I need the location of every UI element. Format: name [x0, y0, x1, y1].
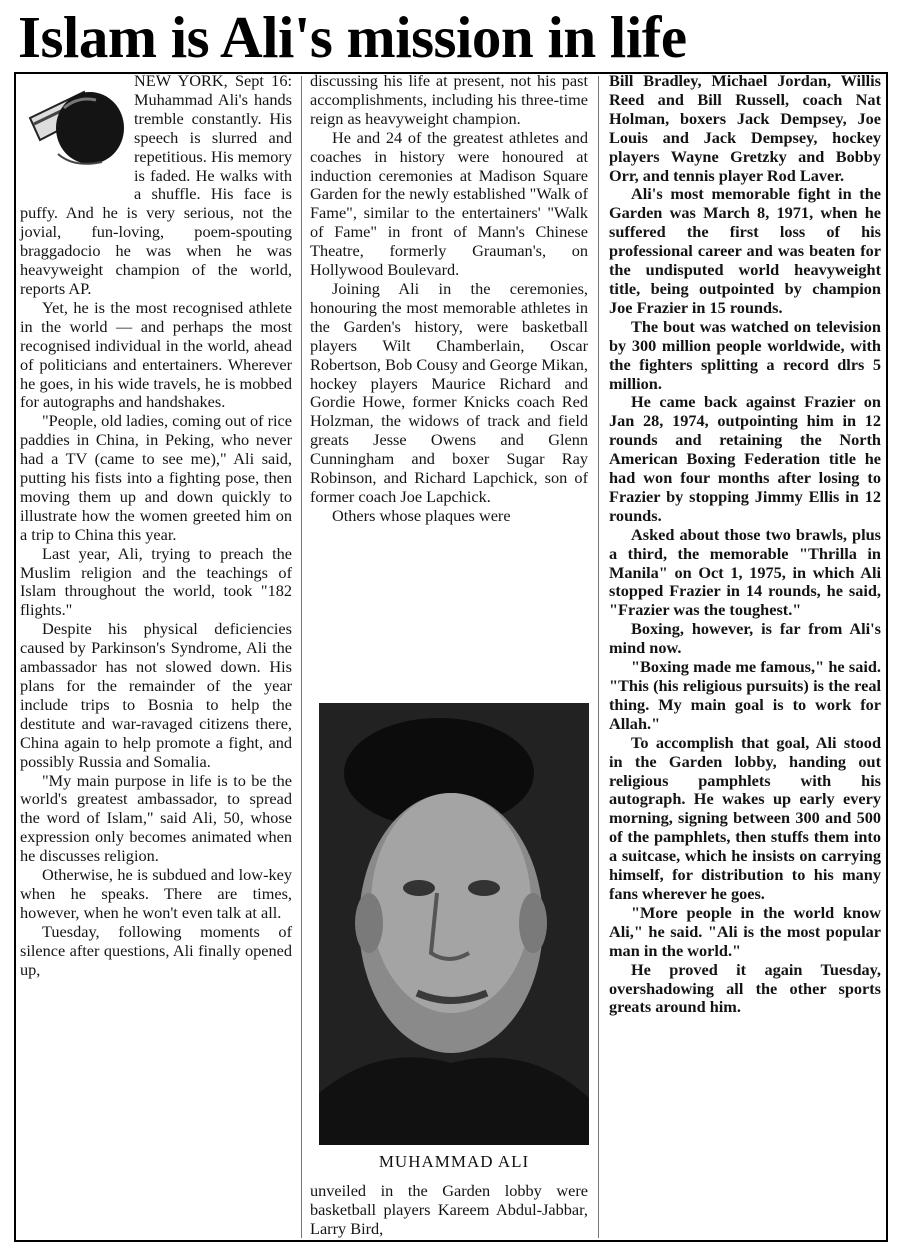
portrait-photo: [319, 703, 589, 1145]
headline: Islam is Ali's mission in life: [18, 4, 687, 70]
paragraph-text: NEW YORK, Sept 16: Muhammad Ali's hands tremble constantly. His speech is slurred and repetitious. His memory is faded. He walks with a shuffle. His face is puffy. And he is very serious, not the jovial, fun-loving, poem-spouting braggadocio he was when he was heavyweight champion of the world, reports AP.: [20, 71, 292, 298]
paragraph: Tuesday, following moments of silence after questions, Ali finally opened up,: [20, 921, 292, 979]
paragraph: Despite his physical deficiencies caused by Parkinson's Syndrome, Ali the ambassador has not slowed down. His plans for the remainder of the year include trips to Bosnia to help the destitute and war-ravaged citizens there, China again to help promote a fight, and possibly Russia and Somalia.: [20, 619, 292, 771]
paragraph: "More people in the world know Ali," he said. "Ali is the most popular man in the world.": [609, 902, 881, 960]
paragraph: He and 24 of the greatest athletes and coaches in history were honoured at induction ceremonies at Madison Square Garden for the newly established "Walk of Fame", similar to the entertainers' "Walk of Fame" in front of Mann's Chinese Theatre, formerly Grauman's, on Hollywood Boulevard.: [310, 127, 588, 280]
paragraph: Otherwise, he is subdued and low-key when he speaks. There are times, however, when he won't even talk at all.: [20, 865, 292, 922]
paragraph: The bout was watched on television by 300 million people worldwide, with the fighters splitting a record dlrs 5 million.: [609, 316, 881, 393]
article-column-1: [20, 72, 292, 980]
paragraph: Yet, he is the most recognised athlete in the world — and perhaps the most recognised individual in the world, ahead of politicians and entertainers. Wherever he goes, in his wide travels, he is mobbed for autographs and handshakes.: [20, 297, 292, 412]
paragraph: Ali's most memorable fight in the Garden was March 8, 1971, when he suffered the first loss of his professional career and was beaten for the undisputed world heavyweight title, being outpointed by champion Joe Frazier in 15 rounds.: [609, 184, 881, 317]
wrap-spacer: [20, 72, 134, 186]
paragraph: Last year, Ali, trying to preach the Muslim religion and the teachings of Islam throughout the world, took "182 flights.": [20, 543, 292, 620]
paragraph: Boxing, however, is far from Ali's mind now.: [609, 619, 881, 658]
paragraph: To accomplish that goal, Ali stood in the Garden lobby, handing out religious pamphlets with his autograph. He wakes up early every morning, signing between 300 and 500 of the pamphlets, then stuffs them into a suitcase, which he insists on carrying himself, for distribution to his many fans wherever he goes.: [609, 732, 881, 903]
article-column-2-continued: [310, 1182, 588, 1239]
paragraph: Asked about those two brawls, plus a third, the memorable "Thrilla in Manila" on Oct 1, 1975, in which Ali stopped Frazier in 14 rounds, he said, "Frazier was the toughest.": [609, 524, 881, 620]
paragraph: He came back against Frazier on Jan 28, 1974, outpointing him in 12 rounds and retaining the North American Boxing Federation title he had won four months after losing to Frazier by stopping Jimmy Ellis in 12 rounds.: [609, 392, 881, 525]
article-column-2: [310, 72, 588, 526]
right-border: [886, 72, 888, 1242]
paragraph: Joining Ali in the ceremonies, honouring the most memorable athletes in the Garden's history, were basketball players Wilt Chamberlain, Oscar Robertson, Bob Cousy and George Mikan, hockey players Maurice Richard and Gordie Howe, former Knicks coach Red Holzman, the widows of track and field greats Jesse Owens and Glenn Cunningham and boxer Sugar Ray Robinson, and Richard Lapchick, son of former coach Joe Lapchick.: [310, 278, 588, 506]
paragraph: "My main purpose in life is to be the world's greatest ambassador, to spread the word of Islam," said Ali, 50, whose expression only becomes animated when he discusses religion.: [20, 770, 292, 866]
paragraph: unveiled in the Garden lobby were basketball players Kareem Abdul-Jabbar, Larry Bird,: [310, 1181, 588, 1238]
paragraph: He proved it again Tuesday, overshadowing all the other sports greats around him.: [609, 959, 881, 1017]
paragraph: Others whose plaques were: [332, 505, 511, 525]
paragraph: discussing his life at present, not his past accomplishments, including his three-time reign as heavyweight champion.: [310, 71, 588, 128]
paragraph: Bill Bradley, Michael Jordan, Willis Reed and Bill Russell, coach Nat Holman, boxers Jack Dempsey, Joe Louis and Jack Dempsey, hockey players Wayne Gretzky and Bobby Orr, and tennis player Rod Laver.: [609, 71, 881, 185]
article-column-3: [609, 72, 881, 1017]
bottom-rule: [14, 1240, 888, 1242]
paragraph: "Boxing made me famous," he said. "This (his religious pursuits) is the real thing. My main goal is to work for Allah.": [609, 657, 881, 733]
dateline-paragraph: [20, 72, 292, 299]
paragraph: "People, old ladies, coming out of rice paddies in China, in Peking, who never had a TV (came to see me)," Ali said, putting his fists into a fighting pose, then moving them up and down quickly to illustrate how the women greeted him on a trip to China this year.: [20, 411, 292, 544]
column-rule-2: [598, 76, 599, 1238]
column-rule-1: [301, 76, 302, 1238]
left-border: [14, 72, 16, 1242]
photo-caption: MUHAMMAD ALI: [378, 1152, 530, 1171]
